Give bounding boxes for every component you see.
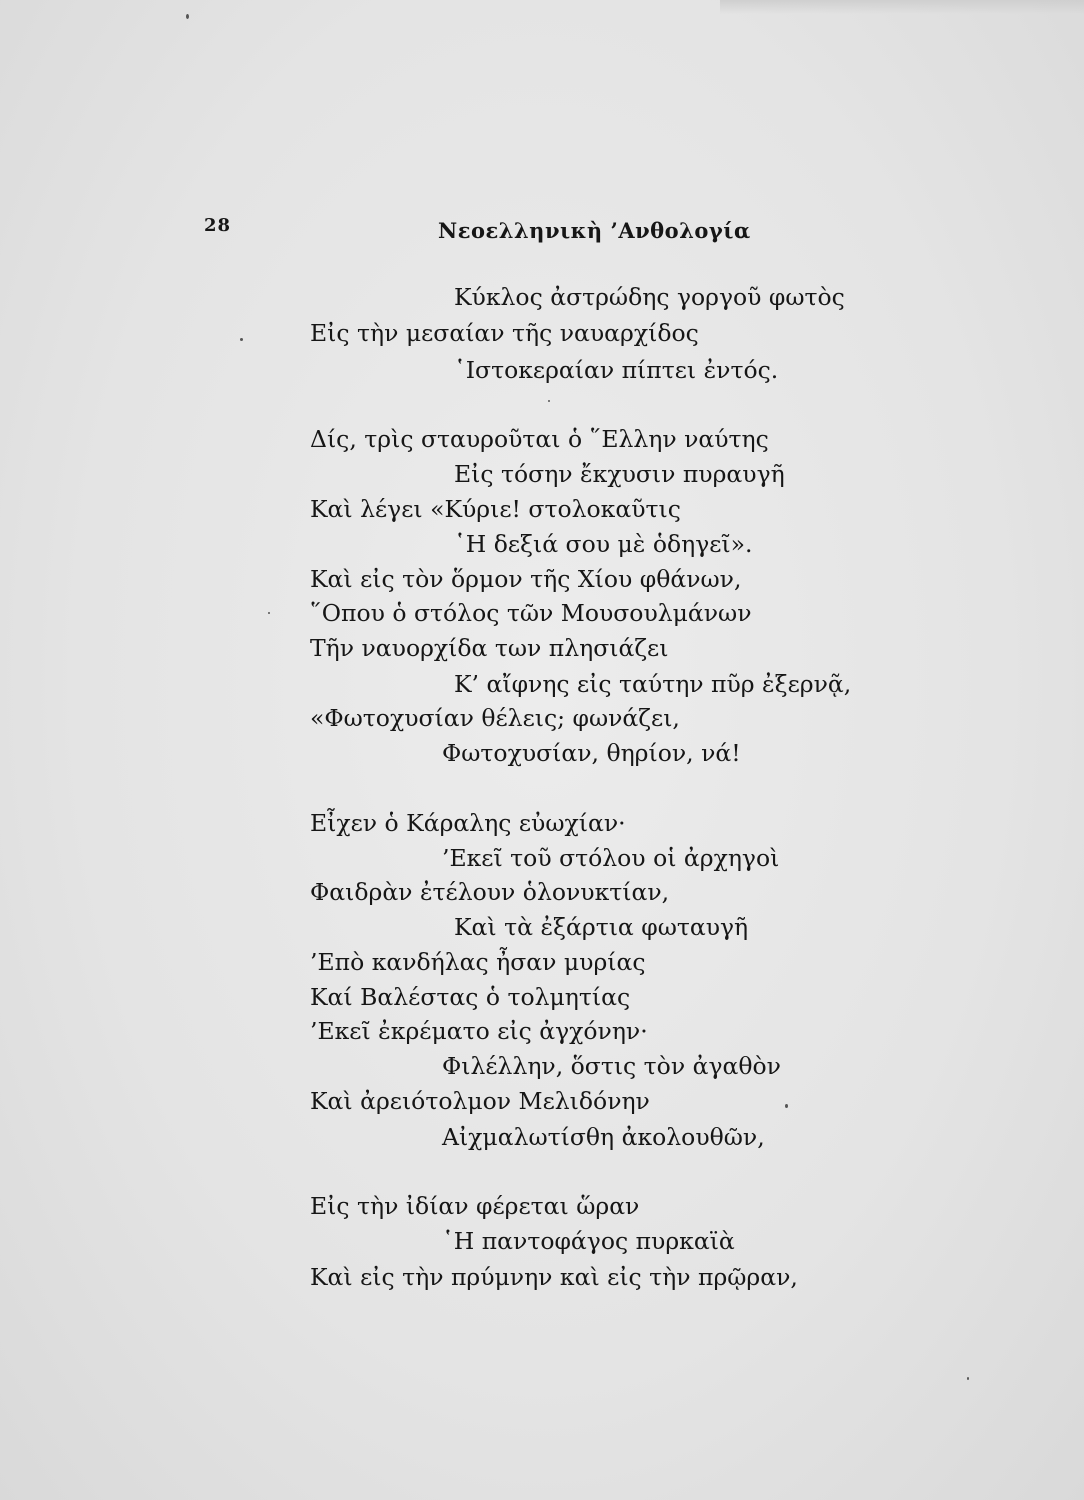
poem-line: ῾Η δεξιά σου μὲ ὁδηγεῖ». [454, 530, 753, 558]
poem-line: ῾Η παντοφάγος πυρκαϊὰ [442, 1227, 735, 1255]
page-number: 28 [204, 215, 232, 236]
running-head: Νεοελληνικὴ ’Ανθολογία [438, 218, 751, 243]
poem-line: ’Εκεῖ ἐκρέματο εἰς ἀγχόνην· [310, 1017, 648, 1045]
scan-speck [785, 1104, 788, 1108]
scan-speck [240, 338, 243, 341]
poem-line: Καὶ εἰς τὴν πρύμνην καὶ εἰς τὴν πρῷραν, [310, 1263, 798, 1291]
poem-line: Κύκλος ἀστρώδης γοργοῦ φωτὸς [454, 283, 845, 311]
poem-line: Καὶ ἀρειότολμον Μελιδόνην [310, 1087, 650, 1115]
poem-line: Εἰς τὴν ἰδίαν φέρεται ὥραν [310, 1192, 640, 1220]
poem-line: Καὶ εἰς τὸν ὅρμον τῆς Χίου φθάνων, [310, 565, 742, 593]
scan-speck [268, 612, 270, 614]
poem-line: ῾Ιστοκεραίαν πίπτει ἐντός. [454, 356, 779, 384]
poem-line: Εἰς τὴν μεσαίαν τῆς ναυαρχίδος [310, 319, 699, 347]
poem-line: Καὶ λέγει «Κύριε! στολοκαῦτις [310, 495, 681, 523]
poem-line: ’Επὸ κανδήλας ἦσαν μυρίας [310, 948, 646, 976]
poem-line: Αἰχμαλωτίσθη ἀκολουθῶν, [442, 1123, 765, 1151]
scan-speck [967, 1377, 969, 1380]
poem-line: Καί Βαλέστας ὁ τολμητίας [310, 983, 631, 1011]
poem-line: Καὶ τὰ ἐξάρτια φωταυγῆ [454, 913, 749, 941]
poem-line: ῞Οπου ὁ στόλος τῶν Μουσουλμάνων [310, 599, 752, 627]
poem-line: Εἶχεν ὁ Κάραλης εὐωχίαν· [310, 809, 626, 837]
poem-line: Τῆν ναυορχίδα των πλησιάζει [310, 634, 669, 662]
poem-line: ’Εκεῖ τοῦ στόλου οἱ ἀρχηγοὶ [442, 844, 780, 872]
poem-line: Φιλέλλην, ὅστις τὸν ἀγαθὸν [442, 1052, 781, 1080]
poem-line: Εἰς τόσην ἔκχυσιν πυραυγῆ [454, 460, 785, 488]
poem-line: Δίς, τρὶς σταυροῦται ὁ ῞Ελλην ναύτης [310, 425, 769, 453]
poem-line: Φωτοχυσίαν, θηρίον, νά! [442, 739, 741, 767]
scan-speck [186, 14, 189, 19]
scan-speck [548, 400, 550, 402]
poem-line: Κ’ αἴφνης εἰς ταύτην πῦρ ἐξερνᾷ, [454, 670, 852, 698]
poem-line: Φαιδρὰν ἐτέλουν ὁλονυκτίαν, [310, 878, 670, 906]
poem-line: «Φωτοχυσίαν θέλεις; φωνάζει, [310, 704, 680, 732]
